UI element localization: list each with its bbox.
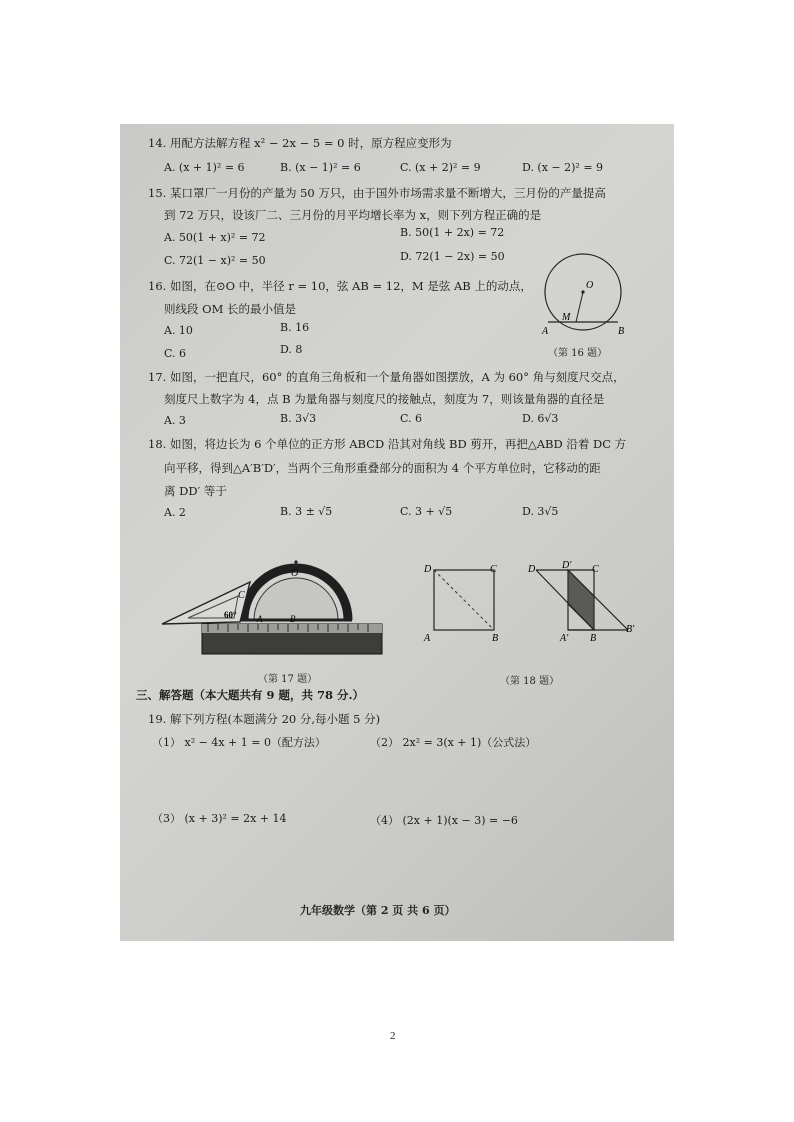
q18-option-c: C. 3 + √5 (400, 505, 453, 518)
q16-label-m: M (562, 312, 571, 323)
q19-part4: （4） (2x + 1)(x − 3) = −6 (370, 814, 518, 827)
q19-part2: （2） 2x² = 3(x + 1)（公式法） (370, 736, 537, 749)
q18-stem-line2: 向平移，得到△A′B′D′，当两个三角形重叠部分的面积为 4 个平方单位时，它移动的距 (164, 461, 601, 475)
q15-stem-line1: 15. 某口罩厂一月份的产量为 50 万只，由于国外市场需求量不断增大，三月份的产量提高 (148, 186, 606, 200)
q18-label-c2: C (592, 564, 599, 575)
q16-stem-line2: 则线段 OM 长的最小值是 (164, 302, 297, 316)
q17-label-60: 60° (224, 610, 237, 620)
page-footer: 九年级数学（第 2 页 共 6 页） (300, 904, 456, 917)
q18-label-a: A (424, 633, 431, 644)
q16-segment-om (576, 292, 583, 322)
q16-label-a: A (542, 326, 549, 337)
q18-label-d: D (424, 564, 432, 575)
q17-label-a: A (257, 614, 263, 624)
q18-label-b2: B (590, 633, 597, 644)
q18-option-d: D. 3√5 (522, 505, 559, 518)
q14-option-b: B. (x − 1)² = 6 (280, 161, 361, 174)
q14-option-d: D. (x − 2)² = 9 (522, 161, 604, 174)
q18-diagonal-bd (434, 570, 494, 630)
q19-stem: 19. 解下列方程(本题满分 20 分,每小题 5 分) (148, 712, 381, 726)
q14-stem: 14. 用配方法解方程 x² − 2x − 5 = 0 时，原方程应变形为 (148, 136, 452, 150)
q17-option-d: D. 6√3 (522, 412, 559, 425)
q16-option-b: B. 16 (280, 321, 310, 334)
q15-option-d: D. 72(1 − 2x) = 50 (400, 250, 505, 263)
q18-stem-line3: 离 DD′ 等于 (164, 484, 227, 498)
q15-stem-line2: 到 72 万只，设该厂二、三月份的月平均增长率为 x，则下列方程正确的是 (164, 208, 542, 222)
q17-label-c: C (238, 590, 245, 601)
q18-caption: （第 18 题） (500, 676, 560, 687)
q14-option-c: C. (x + 2)² = 9 (400, 161, 481, 174)
q18-label-d2: D (528, 564, 536, 575)
q14-option-a: A. (x + 1)² = 6 (164, 161, 245, 174)
q19-part1: （1） x² − 4x + 1 = 0（配方法） (152, 736, 326, 749)
q15-option-a: A. 50(1 + x)² = 72 (164, 231, 266, 244)
q16-label-b: B (618, 326, 625, 337)
q16-option-c: C. 6 (164, 347, 187, 360)
q18-label-b: B (492, 633, 499, 644)
q18-label-c: C (490, 564, 497, 575)
q17-caption: （第 17 题） (258, 674, 318, 685)
q17-ruler-scale-strip (202, 624, 382, 633)
q15-option-c: C. 72(1 − x)² = 50 (164, 254, 266, 267)
q17-label-b: B (290, 614, 296, 624)
q17-option-c: C. 6 (400, 412, 423, 425)
q18-label-dprime: D′ (562, 560, 572, 571)
q16-circle-figure (538, 248, 628, 338)
q16-option-d: D. 8 (280, 343, 303, 356)
q17-option-a: A. 3 (164, 414, 186, 427)
q19-part3: （3） (x + 3)² = 2x + 14 (152, 812, 287, 825)
q17-stem-line2: 刻度尺上数字为 4，点 B 为量角器与刻度尺的接触点，刻度为 7，则该量角器的直径是 (164, 392, 605, 406)
q18-stem-line1: 18. 如图，将边长为 6 个单位的正方形 ABCD 沿其对角线 BD 剪开，再把△ABD 沿着 DC 方 (148, 437, 627, 451)
q16-option-a: A. 10 (164, 324, 193, 337)
scanned-exam-photo (120, 124, 674, 941)
page-number: 2 (390, 1030, 396, 1042)
q16-stem-line1: 16. 如图，在⊙O 中，半径 r = 10，弦 AB = 12，M 是弦 AB 上的动点， (148, 279, 532, 293)
q17-option-b: B. 3√3 (280, 412, 317, 425)
q18-overlap-region (568, 570, 594, 630)
q18-square-figure (420, 560, 650, 650)
q17-ruler-protractor-figure (158, 532, 390, 662)
q16-caption: （第 16 题） (548, 348, 608, 359)
section3-heading: 三、解答题（本大题共有 9 题，共 78 分.） (136, 688, 365, 702)
q16-label-o: O (586, 280, 594, 291)
q18-label-aprime: A′ (560, 633, 569, 644)
q17-label-o: O (291, 568, 299, 579)
q16-center-point (581, 290, 584, 293)
q17-protractor-inner (254, 578, 338, 620)
q17-center-point (294, 560, 297, 563)
q17-stem-line1: 17. 如图，一把直尺，60° 的直角三角板和一个量角器如图摆放，A 为 60° 角与刻度尺交点， (148, 370, 625, 384)
q18-option-a: A. 2 (164, 506, 186, 519)
q18-label-bprime: B′ (626, 624, 635, 635)
q15-option-b: B. 50(1 + 2x) = 72 (400, 226, 505, 239)
q18-option-b: B. 3 ± √5 (280, 505, 333, 518)
